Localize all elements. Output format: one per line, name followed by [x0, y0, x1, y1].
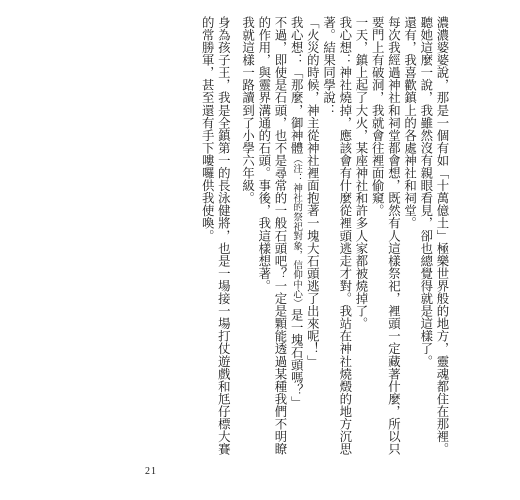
- text-column-10-main: 我心想：「那麼，御神體: [289, 16, 305, 155]
- text-column-9: 「火災的時候，神主從神社裡面抱著一塊大石頭逃了出來呢！」: [305, 16, 321, 368]
- text-column-8: 著。結果同學說：: [321, 16, 337, 117]
- text-column-3: 還有，我喜歡鎮上的各處神社和祠堂。: [402, 16, 418, 230]
- text-column-11: 不過，即使是石頭，也不是尋常的一般石頭吧？一定是顆能透過某種我們不明瞭: [272, 16, 288, 456]
- text-column-2: 聽她這麼一說，我雖然沒有親眼看見，卻也總覺得就是這樣了。: [418, 16, 434, 368]
- text-column-6: 一天，鎮上起了大火，某座神社和許多人家都被燒掉了。: [353, 16, 369, 330]
- text-column-4: 每次我經過神社和祠堂都會想，既然有人這樣祭祀，裡頭一定藏著什麼，所以只: [386, 16, 402, 456]
- text-column-15: 的常勝軍，甚至還有手下嘍囉供我使喚。: [200, 16, 216, 242]
- vertical-text-body: [199, 16, 450, 456]
- text-column-7: 我心想：神社燒掉，應該會有什麼從裡頭逃走才對。我站在神社燒燬的地方沉思: [337, 16, 353, 456]
- text-column-5: 要門上有破洞，我就會往裡面偷窺。: [370, 16, 386, 217]
- text-column-13: 我就這樣一路讀到了小學六年級。: [240, 16, 256, 205]
- text-column-12: 的作用，與靈界溝通的石頭。事後，我這樣想著。: [256, 16, 272, 293]
- text-column-1: 濃濃婆婆說，那是一個有如「十萬億土」極樂世界般的地方，靈魂都住在那裡。: [435, 16, 450, 456]
- page-number: 21: [145, 466, 157, 477]
- text-column-14: 身為孩子王，我是全鎮第一的長泳健將，也是一場接一場打仗遊戲和尪仔標大賽: [216, 16, 232, 456]
- text-column-10: [288, 16, 304, 426]
- annotation-note: （注：神社的祭祀對象，信仰中心）: [291, 154, 303, 309]
- text-column-10-tail: 是一塊石頭嗎？」: [289, 308, 305, 409]
